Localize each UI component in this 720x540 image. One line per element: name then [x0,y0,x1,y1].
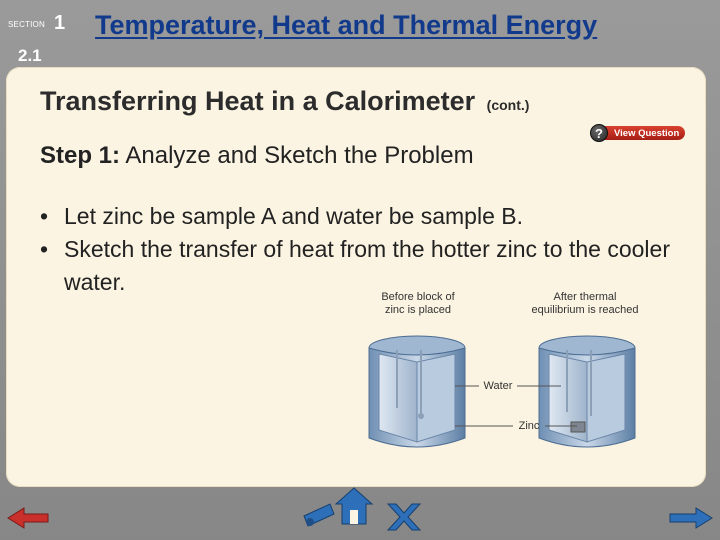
calorimeter-svg [355,288,655,448]
section-indicator [6,6,68,66]
bullet-text: Sketch the transfer of heat from the hotter zinc to the cooler water. [64,236,670,295]
step-label: Step 1: [40,142,121,169]
label-zinc: Zinc [518,420,540,432]
question-icon: ? [590,124,608,142]
exit-icon [384,500,424,534]
step-text: Analyze and Sketch the Problem [120,142,474,169]
slide-title-suffix: (cont.) [486,97,530,113]
step-heading [40,142,474,170]
calorimeter-after [539,336,635,447]
view-question-button[interactable] [590,123,696,143]
exit-button[interactable] [384,500,424,534]
home-icon [334,486,374,526]
resources-icon [304,504,334,526]
bullet-list [40,200,690,299]
bullet-item [40,200,690,233]
back-button[interactable] [6,506,50,530]
right-arrow-icon [668,506,714,530]
home-button[interactable] [334,486,374,526]
section-number: 1 [54,12,66,34]
label-water: Water [483,380,513,392]
view-question-label: View Question [604,126,685,140]
label-after-line1: After thermal [553,291,617,303]
label-before-line1: Before block of [381,291,455,303]
slide-title [40,86,529,117]
label-after-line2: equilibrium is reached [531,304,639,316]
bullet-symbol: • [40,203,49,229]
label-before-line2: zinc is placed [384,304,452,316]
slide-title-text: Transferring Heat in a Calorimeter [40,86,476,116]
bullet-text: Let zinc be sample A and water be sample B. [64,203,523,229]
calorimeter-before [369,336,465,447]
forward-button[interactable] [668,506,714,530]
calorimeter-diagram [355,288,655,448]
section-word: SECTION [8,20,45,29]
bullet-symbol: • [40,236,49,262]
section-sub-number: 2.1 [18,46,42,65]
header-title-link[interactable]: Temperature, Heat and Thermal Energy [95,10,598,40]
left-arrow-icon [6,506,50,530]
